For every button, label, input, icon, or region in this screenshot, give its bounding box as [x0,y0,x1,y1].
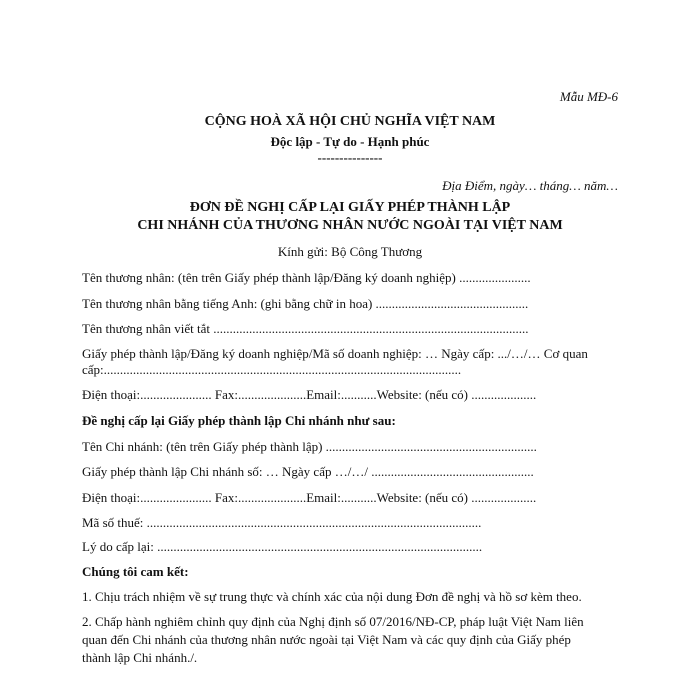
branch-contact-field: Điện thoại:...................... Fax:.....................Email:...........Website: (nếu có) .................... [82,490,537,505]
branch-name-field: Tên Chi nhánh: (tên trên Giấy phép thành lập) ................................................................. [82,439,537,454]
tax-code-field: Mã số thuế: ....................................................................................................... [82,515,482,530]
header-divider: --------------- [317,150,383,165]
national-motto: Độc lập - Tự do - Hạnh phúc [270,134,430,149]
merchant-contact-field: Điện thoại:...................... Fax:.....................Email:...........Website: (nếu có) .................... [82,387,537,402]
merchant-license-issuer-field: cấp:.............................................................................................................. [82,362,462,377]
place-date-line: Địa Điểm, ngày… tháng… năm… [442,178,618,193]
branch-section-heading: Đề nghị cấp lại Giấy phép thành lập Chi nhánh như sau: [82,413,396,428]
commitment-item-2-line-1: 2. Chấp hành nghiêm chỉnh quy định của Nghị định số 07/2016/NĐ-CP, pháp luật Việt Nam liên [82,614,584,629]
form-code: Mẫu MĐ-6 [559,89,618,104]
merchant-abbreviation-field: Tên thương nhân viết tắt ................................................................................................. [82,321,529,336]
commitment-item-1: 1. Chịu trách nhiệm về sự trung thực và chính xác của nội dung Đơn đề nghị và hồ sơ kèm theo. [82,589,582,604]
recipient-line: Kính gửi: Bộ Công Thương [277,244,423,259]
merchant-english-name-field: Tên thương nhân bằng tiếng Anh: (ghi bằng chữ in hoa) ............................................... [82,296,529,311]
commitment-item-2-line-2: quan đến Chi nhánh của thương nhân nước ngoài tại Việt Nam và các quy định của Giấy phép [82,632,571,647]
document-title-line1: ĐƠN ĐỀ NGHỊ CẤP LẠI GIẤY PHÉP THÀNH LẬP [189,200,511,215]
nation-heading: CỘNG HOÀ XÃ HỘI CHỦ NGHĨA VIỆT NAM [204,114,496,129]
merchant-name-field: Tên thương nhân: (tên trên Giấy phép thành lập/Đăng ký doanh nghiệp) ...................... [82,270,531,285]
branch-license-field: Giấy phép thành lập Chi nhánh số: … Ngày cấp …/…/ .................................................. [82,464,534,479]
document-title-line2: CHI NHÁNH CỦA THƯƠNG NHÂN NƯỚC NGOÀI TẠI VIỆT NAM [137,218,563,233]
reissue-reason-field: Lý do cấp lại: .................................................................................................... [82,539,483,554]
merchant-license-field: Giấy phép thành lập/Đăng ký doanh nghiệp/Mã số doanh nghiệp: … Ngày cấp: .../…/… Cơ quan [82,346,588,361]
commitment-heading: Chúng tôi cam kết: [82,564,189,579]
commitment-item-2-line-3: thành lập Chi nhánh./. [82,650,198,665]
